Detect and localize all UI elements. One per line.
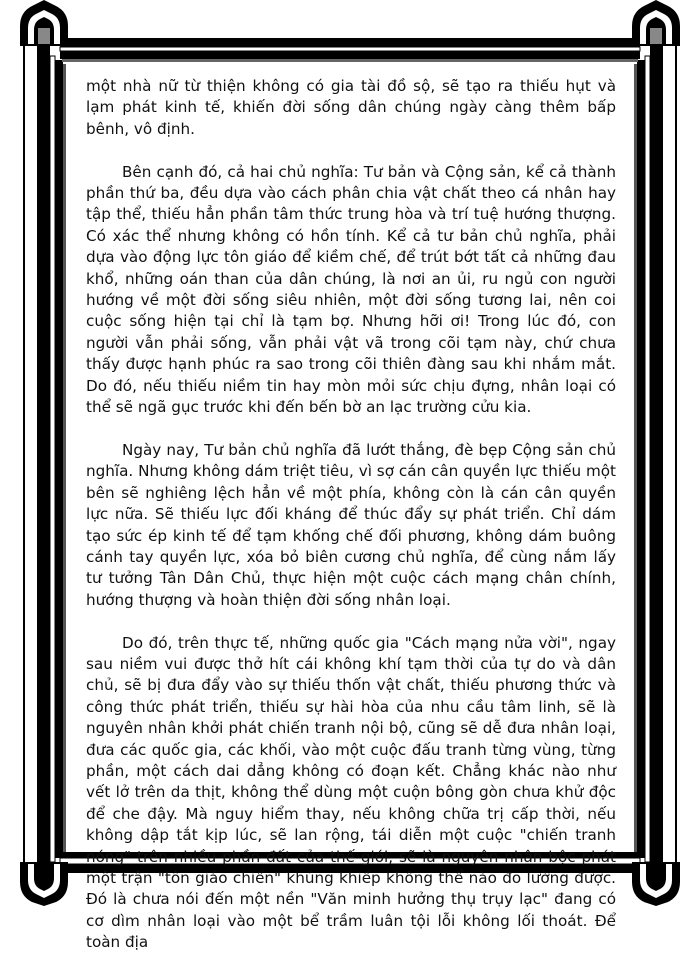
paragraph-continued: một nhà nữ từ thiện không có gia tài đồ sộ, sẽ tạo ra thiếu hụt và lạm phát kinh tế, khiến đời sống dân chúng ngày càng thêm bấp bênh, vô định. xyxy=(86,77,616,138)
bottom-right-arch-ornament xyxy=(632,862,680,906)
left-pillar xyxy=(24,44,66,874)
body-text xyxy=(86,76,616,954)
paragraph: Do đó, trên thực tế, những quốc gia "Cách mạng nửa vời", ngay sau niềm vui được thở hít cái không khí tạm thời của tự do và dân chủ, sẽ bị đưa đẩy vào sự thiếu thốn vật chất, thiếu phương thức và công thức phát triển, thiếu sự hài hòa của nhu cầu tâm linh, sẽ là nguyên nhân khởi phát chiến tranh nội bộ, cũng sẽ dễ đưa nhân loại, đưa các quốc gia, các khối, vào một cuộc đấu tranh từng vùng, từng phần, một cách dai dẳng không có đoạn kết. Chẳng khác nào như vết lở trên da thịt, không thể dùng một cuộn bông gòn chưa khử độc để che đậy. Mà nguy hiểm thay, nếu không chữa trị cấp thời, nếu không dập tắt kịp lúc, sẽ lan rộng, tái diễn một cuộc "chiến tranh nóng" trên nhiều phần đất của thế giới, sẽ là nguyên nhân bộc phát một trận "tôn giáo chiến" khủng khiếp không thể nào đo lường được. Đó là chưa nói đến một nền "Văn minh hưởng thụ trụy lạc" đang có cơ dìm nhân loại vào một bể trầm luân tội lỗi không lối thoát. Để toàn địa xyxy=(86,633,616,952)
paragraph: Bên cạnh đó, cả hai chủ nghĩa: Tư bản và Cộng sản, kể cả thành phần thứ ba, đều dựa vào cách phân chia vật chất theo cá nhân hay tập thể, thiếu hẳn phần tâm thức trung hòa và trí tuệ hướng thượng. Có xác thể nhưng không có hồn tính. Kể cả tư bản chủ nghĩa, phải dựa vào động lực tôn giáo để kiềm chế, để trút bớt tất cả những đau khổ, những oán than của dân chúng, là nơi an ủi, ru ngủ con người hướng về một đời sống siêu nhiên, một đời sống tương lai, nên coi cuộc sống hiện tại chỉ là tạm bợ. Nhưng hỡi ơi! Trong lúc đó, con người vẫn phải sống, vẫn phải vật vã trong cõi tạm này, chứ chưa thấy được hạnh phúc ra sao trong cõi thiên đàng sau khi nhắm mắt. Do đó, nếu thiếu niềm tin hay mòn mỏi sức chịu đựng, nhân loại có thể sẽ ngã gục trước khi đến bến bờ an lạc trường cửu kia. xyxy=(86,162,616,417)
top-right-arch-ornament xyxy=(632,0,680,46)
top-beam xyxy=(60,38,640,62)
top-left-arch-ornament xyxy=(20,0,68,46)
paragraph: Ngày nay, Tư bản chủ nghĩa đã lướt thắng, đè bẹp Cộng sản chủ nghĩa. Nhưng không dám triệt tiêu, vì sợ cán cân quyền lực thiếu một bên sẽ nghiêng lệch hẳn về một phía, không còn là cán cân quyền lực nữa. Sẽ thiếu lực đối kháng để thúc đẩy sự phát triển. Chỉ dám tạo sức ép kinh tế để tạm khống chế đối phương, không dám buông cánh tay quyền lực, xóa bỏ biên cương chủ nghĩa, để cùng nắm lấy tư tưởng Tân Dân Chủ, thực hiện một cuộc cách mạng chân chính, hướng thượng và hoàn thiện đời sống nhân loại. xyxy=(86,440,616,609)
right-pillar xyxy=(634,44,676,874)
bottom-left-arch-ornament xyxy=(20,862,68,906)
